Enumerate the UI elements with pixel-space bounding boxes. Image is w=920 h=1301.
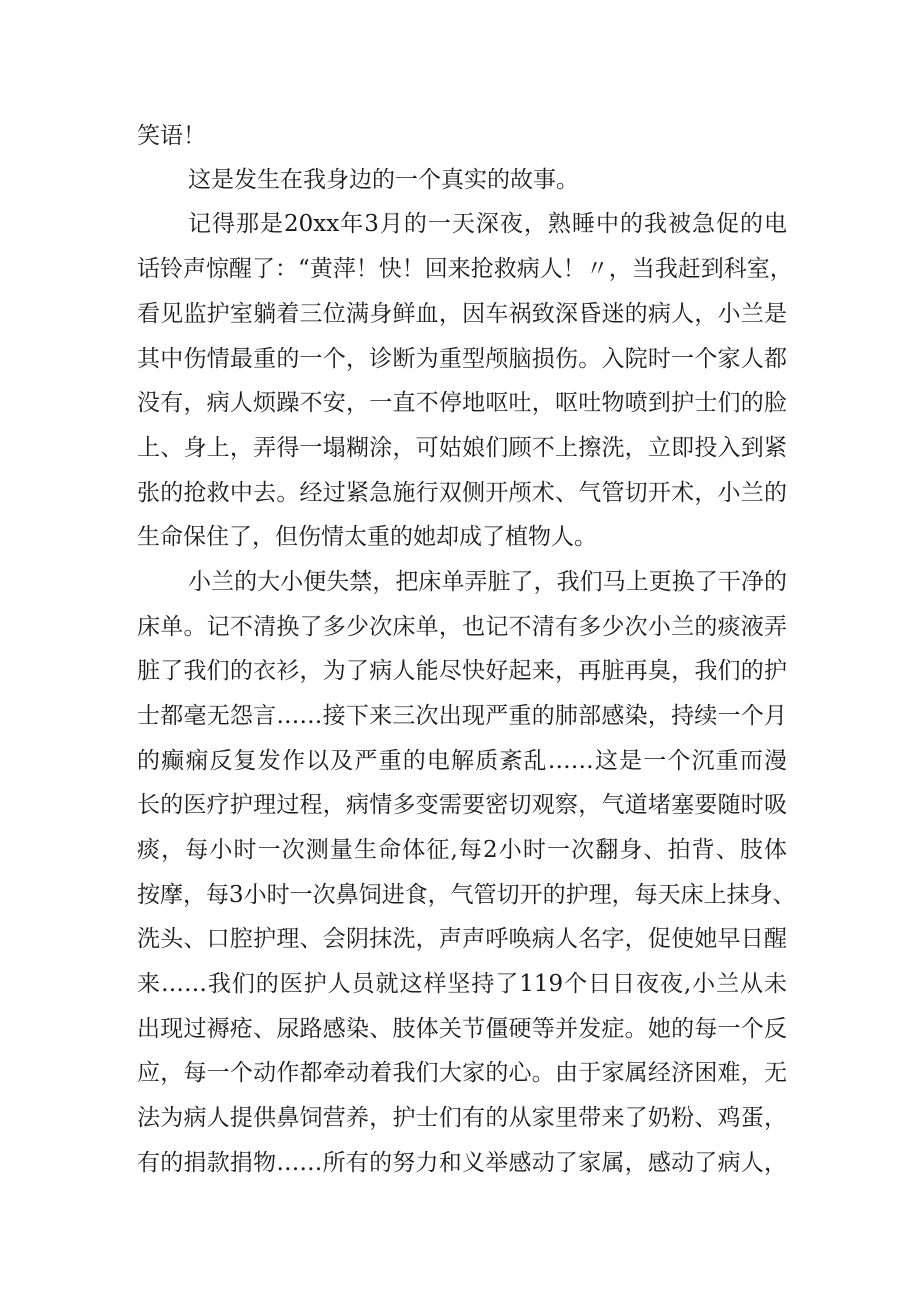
text-line: 看见监护室躺着三位满身鲜血，因车祸致深昏迷的病人，小兰是 [137,301,787,327]
text-line: 其中伤情最重的一个，诊断为重型颅脑损伤。入院时一个家人都 [137,346,787,372]
text-line: 痰，每小时一次测量生命体征,每2小时一次翻身、拍背、肢体 [137,837,787,863]
text-line: 法为病人提供鼻饲营养，护士们有的从家里带来了奶粉、鸡蛋， [137,1105,787,1131]
text-line: 应，每一个动作都牵动着我们大家的心。由于家属经济困难，无 [137,1060,787,1086]
text-line: 张的抢救中去。经过紧急施行双侧开颅术、气管切开术，小兰的 [137,480,787,506]
text-line: 笑语！ [137,123,206,149]
text-line: 床单。记不清换了多少次床单，也记不清有多少次小兰的痰液弄 [137,614,787,640]
text-line: 有的捐款捐物……所有的努力和义举感动了家属，感动了病人， [137,1150,787,1176]
text-line: 出现过褥疮、尿路感染、肢体关节僵硬等并发症。她的每一个反 [137,1016,787,1042]
text-line: 洗头、口腔护理、会阴抹洗，声声呼唤病人名字，促使她早日醒 [137,926,787,952]
text-line: 没有，病人烦躁不安，一直不停地呕吐，呕吐物喷到护士们的脸 [137,390,787,416]
text-line: 按摩，每3小时一次鼻饲进食，气管切开的护理，每天床上抹身、 [137,882,796,908]
text-line: 来……我们的医护人员就这样坚持了119个日日夜夜,小兰从未 [137,971,787,997]
text-line: 上、身上，弄得一塌糊涂，可姑娘们顾不上擦洗，立即投入到紧 [137,435,787,461]
paragraph-first-line: 小兰的大小便失禁，把床单弄脏了，我们马上更换了干净的 [188,569,787,595]
text-line: 生命保住了，但伤情太重的她却成了植物人。 [137,524,597,550]
text-line: 脏了我们的衣衫，为了病人能尽快好起来，再脏再臭，我们的护 [137,658,787,684]
paragraph-first-line: 记得那是20xx年3月的一天深夜，熟睡中的我被急促的电 [188,211,787,237]
text-line: 士都毫无怨言……接下来三次出现严重的肺部感染，持续一个月 [137,703,787,729]
paragraph-first-line: 这是发生在我身边的一个真实的故事。 [188,167,579,193]
text-line: 话铃声惊醒了：“黄萍！快！回来抢救病人！〃，当我赶到科室， [137,256,793,282]
text-line: 的癫痫反复发作以及严重的电解质紊乱……这是一个沉重而漫 [137,748,787,774]
text-line: 长的医疗护理过程，病情多变需要密切观察，气道堵塞要随时吸 [137,792,787,818]
